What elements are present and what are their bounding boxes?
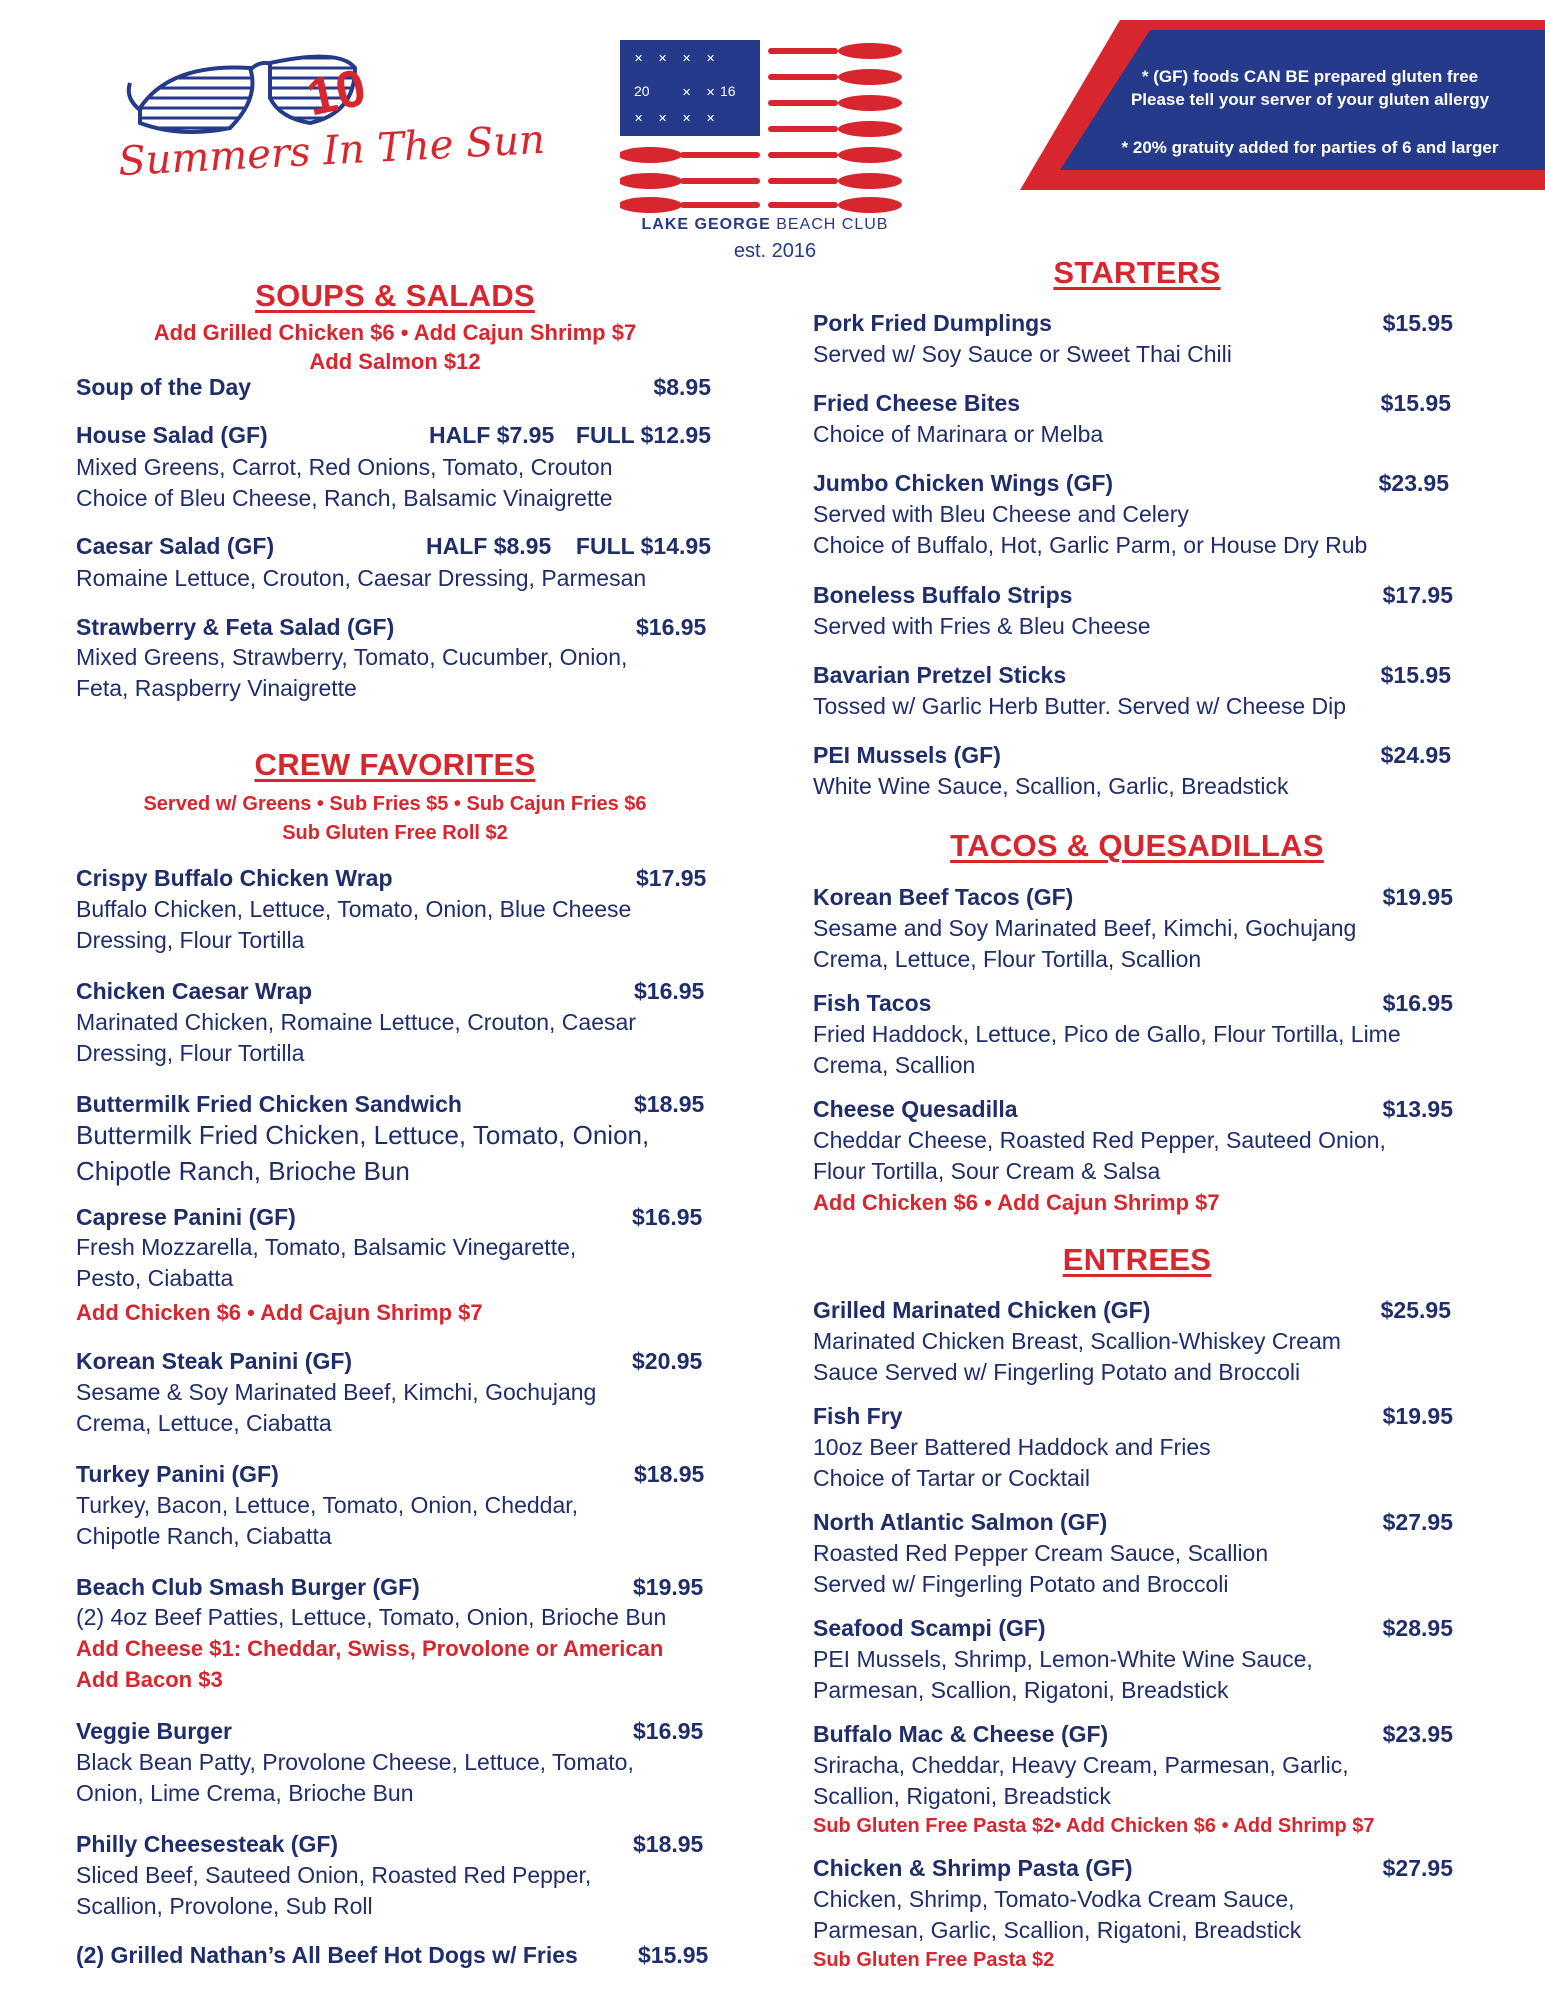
item-desc: Buttermilk Fried Chicken, Lettuce, Tomato, Onion, xyxy=(76,1120,650,1150)
item-price-half: HALF $8.95 xyxy=(426,533,552,559)
item-desc: Crema, Lettuce, Flour Tortilla, Scallion xyxy=(813,946,1202,972)
item-desc: Choice of Buffalo, Hot, Garlic Parm, or House Dry Rub xyxy=(813,532,1368,558)
item-desc: Flour Tortilla, Sour Cream & Salsa xyxy=(813,1158,1161,1184)
item-desc: Chipotle Ranch, Ciabatta xyxy=(76,1523,332,1549)
item-desc: Scallion, Provolone, Sub Roll xyxy=(76,1893,373,1919)
item-desc: Mixed Greens, Carrot, Red Onions, Tomato, Crouton xyxy=(76,454,613,480)
notice-line-1: * (GF) foods CAN BE prepared gluten free xyxy=(1141,67,1479,86)
svg-text:✕: ✕ xyxy=(682,87,692,99)
item-price: $15.95 xyxy=(1382,310,1453,336)
item-desc: Romaine Lettuce, Crouton, Caesar Dressing, Parmesan xyxy=(76,565,647,591)
item-name: (2) Grilled Nathan’s All Beef Hot Dogs w/ Fries xyxy=(76,1942,578,1968)
item-desc: Sliced Beef, Sauteed Onion, Roasted Red Pepper, xyxy=(76,1862,592,1888)
item-price: $18.95 xyxy=(634,1461,705,1487)
item-price: $28.95 xyxy=(1382,1615,1453,1641)
item-name: Soup of the Day xyxy=(76,374,252,400)
svg-text:✕: ✕ xyxy=(682,113,692,125)
item-desc: Crema, Lettuce, Ciabatta xyxy=(76,1410,332,1436)
menu-item-fish-tacos xyxy=(813,990,1453,1082)
item-name: Bavarian Pretzel Sticks xyxy=(813,662,1067,688)
menu-item-pork-fried-dumplings xyxy=(813,310,1453,372)
notice-line-3: * 20% gratuity added for parties of 6 and larger xyxy=(1121,138,1499,157)
item-price: $18.95 xyxy=(633,1831,704,1857)
item-name: Grilled Marinated Chicken (GF) xyxy=(813,1297,1151,1323)
item-price-half: HALF $7.95 xyxy=(429,422,555,448)
item-desc: Parmesan, Garlic, Scallion, Rigatoni, Breadstick xyxy=(813,1917,1302,1943)
item-price-full: FULL $14.95 xyxy=(575,533,711,559)
item-desc: Served w/ Soy Sauce or Sweet Thai Chili xyxy=(813,341,1232,367)
item-name: Caesar Salad (GF) xyxy=(76,533,275,559)
notice-line-2: Please tell your server of your gluten allergy xyxy=(1130,90,1490,109)
club-name-light: BEACH CLUB xyxy=(776,216,889,233)
soups-salads-title: SOUPS & SALADS xyxy=(255,278,535,313)
item-addon: Add Chicken $6 • Add Cajun Shrimp $7 xyxy=(813,1190,1220,1215)
item-desc: Roasted Red Pepper Cream Sauce, Scallion xyxy=(813,1540,1269,1566)
item-price: $24.95 xyxy=(1380,742,1451,768)
menu-item-strawberry-feta-salad xyxy=(76,614,711,706)
menu-item-buffalo-mac-cheese xyxy=(813,1721,1453,1841)
item-desc: Fried Haddock, Lettuce, Pico de Gallo, Flour Tortilla, Lime xyxy=(813,1021,1401,1047)
item-price: $23.95 xyxy=(1378,470,1449,496)
menu-item-chicken-shrimp-pasta xyxy=(813,1855,1453,1979)
item-price: $19.95 xyxy=(1382,1403,1453,1429)
item-name: Crispy Buffalo Chicken Wrap xyxy=(76,865,393,891)
item-price-full: FULL $12.95 xyxy=(575,422,711,448)
item-desc: Served w/ Fingerling Potato and Broccoli xyxy=(813,1571,1229,1597)
item-price: $16.95 xyxy=(632,1204,703,1230)
item-desc: (2) 4oz Beef Patties, Lettuce, Tomato, Onion, Brioche Bun xyxy=(76,1604,667,1630)
summers-number: 10 xyxy=(302,58,371,128)
item-desc: Served with Fries & Bleu Cheese xyxy=(813,613,1151,639)
item-desc: Fresh Mozzarella, Tomato, Balsamic Vinegarette, xyxy=(76,1234,577,1260)
item-desc: Sauce Served w/ Fingerling Potato and Broccoli xyxy=(813,1359,1301,1385)
svg-text:✕: ✕ xyxy=(706,87,716,99)
svg-text:✕: ✕ xyxy=(634,53,644,65)
item-name: Strawberry & Feta Salad (GF) xyxy=(76,614,395,640)
menu-item-hot-dogs xyxy=(76,1942,716,1974)
svg-text:✕: ✕ xyxy=(682,53,692,65)
menu-item-buffalo-chicken-wrap xyxy=(76,865,711,957)
item-price: $27.95 xyxy=(1382,1855,1453,1881)
item-name: North Atlantic Salmon (GF) xyxy=(813,1509,1108,1535)
item-price: $17.95 xyxy=(636,865,707,891)
club-name xyxy=(635,216,895,234)
item-name: Fish Fry xyxy=(813,1403,903,1429)
item-price: $16.95 xyxy=(1382,990,1453,1016)
item-price: $18.95 xyxy=(634,1091,705,1117)
item-price: $13.95 xyxy=(1382,1096,1453,1122)
menu-item-seafood-scampi xyxy=(813,1615,1453,1707)
menu-item-house-salad xyxy=(76,422,711,512)
item-price: $15.95 xyxy=(1380,390,1451,416)
menu-item-north-atlantic-salmon xyxy=(813,1509,1453,1601)
item-addon: Add Chicken $6 • Add Cajun Shrimp $7 xyxy=(76,1300,483,1325)
item-name: Fried Cheese Bites xyxy=(813,390,1021,416)
entrees-title: ENTREES xyxy=(1062,1242,1212,1277)
flag-year-right: 16 xyxy=(720,83,736,99)
item-desc: Turkey, Bacon, Lettuce, Tomato, Onion, Cheddar, xyxy=(76,1492,579,1518)
item-price: $19.95 xyxy=(1382,884,1453,910)
item-price: $19.95 xyxy=(633,1574,704,1600)
item-desc: Dressing, Flour Tortilla xyxy=(76,1040,305,1066)
menu-item-bavarian-pretzel-sticks xyxy=(813,662,1453,724)
menu-item-caesar-salad xyxy=(76,533,711,595)
item-name: Veggie Burger xyxy=(76,1718,232,1744)
item-addon: Add Bacon $3 xyxy=(76,1667,223,1692)
item-desc: Sriracha, Cheddar, Heavy Cream, Parmesan, Garlic, xyxy=(813,1752,1349,1778)
item-desc: Feta, Raspberry Vinaigrette xyxy=(76,675,357,701)
item-price: $16.95 xyxy=(636,614,707,640)
item-name: Chicken & Shrimp Pasta (GF) xyxy=(813,1855,1133,1881)
item-desc: Pesto, Ciabatta xyxy=(76,1265,234,1291)
item-name: Cheese Quesadilla xyxy=(813,1096,1018,1122)
svg-text:✕: ✕ xyxy=(634,113,644,125)
item-desc: Mixed Greens, Strawberry, Tomato, Cucumber, Onion, xyxy=(76,644,628,670)
crew-favorites-title: CREW FAVORITES xyxy=(254,747,536,782)
menu-item-buttermilk-chicken-sandwich xyxy=(76,1091,711,1187)
item-price: $15.95 xyxy=(638,1942,709,1968)
item-desc: Choice of Marinara or Melba xyxy=(813,421,1104,447)
crew-favorites-addons-1: Served w/ Greens • Sub Fries $5 • Sub Cajun Fries $6 xyxy=(143,793,647,815)
item-price: $25.95 xyxy=(1380,1297,1451,1323)
item-name: Beach Club Smash Burger (GF) xyxy=(76,1574,420,1600)
menu-item-fish-fry xyxy=(813,1403,1453,1495)
menu-item-cheese-quesadilla xyxy=(813,1096,1453,1220)
item-name: House Salad (GF) xyxy=(76,422,268,448)
item-name: Fish Tacos xyxy=(813,990,932,1016)
item-desc: Dressing, Flour Tortilla xyxy=(76,927,305,953)
item-name: Jumbo Chicken Wings (GF) xyxy=(813,470,1114,496)
item-desc: Parmesan, Scallion, Rigatoni, Breadstick xyxy=(813,1677,1229,1703)
menu-item-smash-burger xyxy=(76,1574,716,1698)
item-price: $15.95 xyxy=(1380,662,1451,688)
crew-favorites-addons-2: Sub Gluten Free Roll $2 xyxy=(282,822,508,844)
item-price: $17.95 xyxy=(1382,582,1453,608)
item-price: $16.95 xyxy=(634,978,705,1004)
item-desc: Marinated Chicken, Romaine Lettuce, Crouton, Caesar xyxy=(76,1009,636,1035)
item-desc: Crema, Scallion xyxy=(813,1052,976,1078)
item-desc: Chicken, Shrimp, Tomato-Vodka Cream Sauce, xyxy=(813,1886,1295,1912)
item-name: Philly Cheesesteak (GF) xyxy=(76,1831,339,1857)
menu-item-chicken-caesar-wrap xyxy=(76,978,711,1070)
menu-item-soup-of-the-day xyxy=(76,374,711,406)
item-desc: 10oz Beer Battered Haddock and Fries xyxy=(813,1434,1211,1460)
item-price: $27.95 xyxy=(1382,1509,1453,1535)
item-name: Buffalo Mac & Cheese (GF) xyxy=(813,1721,1109,1747)
item-desc: Chipotle Ranch, Brioche Bun xyxy=(76,1156,410,1186)
menu-item-veggie-burger xyxy=(76,1718,711,1810)
menu-item-korean-beef-tacos xyxy=(813,884,1453,976)
item-name: Caprese Panini (GF) xyxy=(76,1204,296,1230)
item-name: Seafood Scampi (GF) xyxy=(813,1615,1046,1641)
menu-item-caprese-panini xyxy=(76,1204,711,1328)
item-desc: Choice of Tartar or Cocktail xyxy=(813,1465,1090,1491)
paddle-flag-icon xyxy=(620,40,910,230)
svg-text:✕: ✕ xyxy=(706,53,716,65)
item-name: Korean Beef Tacos (GF) xyxy=(813,884,1074,910)
tacos-quesadillas-title: TACOS & QUESADILLAS xyxy=(950,828,1324,863)
item-desc: Choice of Bleu Cheese, Ranch, Balsamic Vinaigrette xyxy=(76,485,613,511)
item-name: Turkey Panini (GF) xyxy=(76,1461,279,1487)
svg-text:✕: ✕ xyxy=(658,113,668,125)
item-price: $23.95 xyxy=(1382,1721,1453,1747)
menu-item-turkey-panini xyxy=(76,1461,711,1553)
soups-salads-addons-2: Add Salmon $12 xyxy=(309,349,481,374)
menu-item-grilled-marinated-chicken xyxy=(813,1297,1453,1389)
item-desc: White Wine Sauce, Scallion, Garlic, Breadstick xyxy=(813,773,1289,799)
soups-salads-addons-1: Add Grilled Chicken $6 • Add Cajun Shrimp $7 xyxy=(153,320,637,345)
item-desc: Sesame and Soy Marinated Beef, Kimchi, Gochujang xyxy=(813,915,1357,941)
menu-item-boneless-buffalo-strips xyxy=(813,582,1453,644)
item-addon: Sub Gluten Free Pasta $2• Add Chicken $6 • Add Shrimp $7 xyxy=(813,1815,1375,1837)
item-desc: Buffalo Chicken, Lettuce, Tomato, Onion, Blue Cheese xyxy=(76,896,632,922)
flag-year-left: 20 xyxy=(634,83,650,99)
menu-item-jumbo-chicken-wings xyxy=(813,470,1453,562)
summers-logo xyxy=(110,28,547,188)
item-price: $8.95 xyxy=(653,374,711,400)
item-name: Boneless Buffalo Strips xyxy=(813,582,1073,608)
item-addon: Add Cheese $1: Cheddar, Swiss, Provolone or American xyxy=(76,1636,664,1661)
item-name: PEI Mussels (GF) xyxy=(813,742,1001,768)
item-desc: Black Bean Patty, Provolone Cheese, Lettuce, Tomato, xyxy=(76,1749,634,1775)
item-desc: Onion, Lime Crema, Brioche Bun xyxy=(76,1780,414,1806)
menu-item-pei-mussels xyxy=(813,742,1453,804)
beach-club-logo xyxy=(620,40,910,235)
menu-item-korean-steak-panini xyxy=(76,1348,711,1440)
menu-item-philly-cheesesteak xyxy=(76,1831,711,1923)
item-name: Buttermilk Fried Chicken Sandwich xyxy=(76,1091,462,1117)
summers-title: Summers In The Sun xyxy=(117,116,547,186)
established: est. 2016 xyxy=(733,240,817,262)
item-price: $20.95 xyxy=(632,1348,703,1374)
item-name: Korean Steak Panini (GF) xyxy=(76,1348,353,1374)
menu-item-fried-cheese-bites xyxy=(813,390,1453,452)
svg-text:✕: ✕ xyxy=(658,53,668,65)
item-desc: Sesame & Soy Marinated Beef, Kimchi, Gochujang xyxy=(76,1379,597,1405)
item-desc: Scallion, Rigatoni, Breadstick xyxy=(813,1783,1111,1809)
item-name: Chicken Caesar Wrap xyxy=(76,978,313,1004)
item-desc: Tossed w/ Garlic Herb Butter. Served w/ Cheese Dip xyxy=(813,693,1347,719)
starters-title: STARTERS xyxy=(1053,255,1221,290)
svg-text:✕: ✕ xyxy=(706,113,716,125)
item-desc: PEI Mussels, Shrimp, Lemon-White Wine Sauce, xyxy=(813,1646,1313,1672)
item-desc: Served with Bleu Cheese and Celery xyxy=(813,501,1189,527)
item-price: $16.95 xyxy=(633,1718,704,1744)
notice-banner xyxy=(1020,20,1545,190)
club-name-bold: LAKE GEORGE xyxy=(641,216,771,233)
item-desc: Marinated Chicken Breast, Scallion-Whiskey Cream xyxy=(813,1328,1341,1354)
item-desc: Cheddar Cheese, Roasted Red Pepper, Sauteed Onion, xyxy=(813,1127,1386,1153)
item-name: Pork Fried Dumplings xyxy=(813,310,1052,336)
item-addon: Sub Gluten Free Pasta $2 xyxy=(813,1949,1055,1971)
